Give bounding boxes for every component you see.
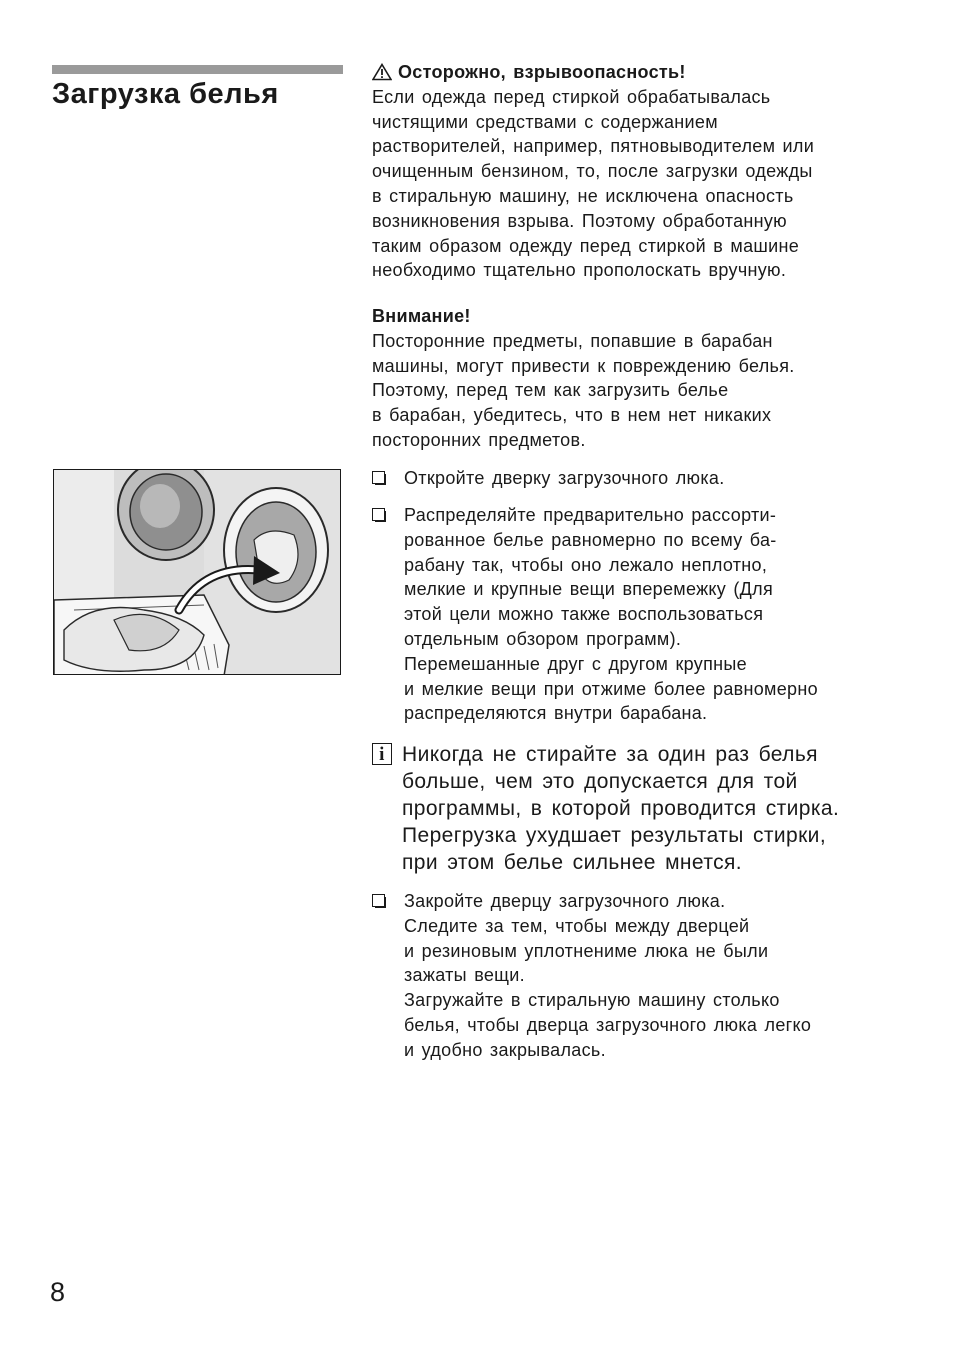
loading-laundry-illustration (53, 469, 341, 675)
title-bar (52, 65, 343, 74)
warning-line: растворителей, например, пятновыводителем или (372, 136, 815, 157)
step-line: Загружайте в стиральную машину столько (404, 990, 780, 1011)
info-line: программы, в которой проводится стирка. (402, 797, 840, 820)
warning-line: возникновения взрыва. Поэтому обработанную (372, 210, 787, 231)
attention-heading: Внимание! (372, 306, 471, 326)
page-number: 8 (50, 1277, 66, 1307)
attention-line: Поэтому, перед тем как загрузить белье (372, 380, 729, 401)
warning-line: Если одежда перед стиркой обрабатывалась (372, 86, 771, 107)
info-line: больше, чем это допускается для той (402, 770, 798, 793)
attention-line: машины, могут привести к повреждению белья. (372, 355, 795, 376)
warning-heading (372, 60, 892, 85)
attention-line: Посторонние предметы, попавшие в барабан (372, 330, 773, 351)
step-line: рабану так, чтобы оно лежало неплотно, (404, 554, 768, 575)
step-line: Следите за тем, чтобы между дверцей (404, 915, 750, 936)
checkbox-bullet-icon (372, 894, 386, 908)
warning-line: очищенным бензином, то, после загрузки одежды (372, 161, 813, 182)
step-line: и резиновым уплотнениме люка не были (404, 940, 769, 961)
washing-machine-illustration-icon (54, 470, 341, 675)
info-note (372, 741, 902, 876)
page-title: Загрузка белья (52, 78, 279, 110)
attention-line: посторонних предметов. (372, 429, 586, 450)
step-line: Откройте дверку загрузочного люка. (404, 468, 725, 488)
step-line: отдельным обзором программ). (404, 628, 682, 649)
attention-line: в барабан, убедитесь, что в нем нет никаких (372, 405, 772, 426)
step-line: зажаты вещи. (404, 965, 525, 986)
step-line: распределяются внутри барабана. (404, 703, 708, 724)
info-icon: i (372, 743, 392, 765)
attention-section (372, 304, 892, 453)
checkbox-bullet-icon (372, 508, 386, 522)
step-line: Распределяйте предварительно рассорти- (404, 505, 777, 525)
warning-heading-text: Осторожно, взрывоопасность! (398, 62, 686, 82)
warning-line: чистящими средствами с содержанием (372, 111, 718, 132)
step-line: мелкие и крупные вещи вперемежку (Для (404, 579, 774, 600)
checkbox-bullet-icon (372, 471, 386, 485)
info-line: Перегрузка ухудшает результаты стирки, (402, 824, 827, 847)
info-line: при этом белье сильнее мнется. (402, 851, 743, 874)
step-line: белья, чтобы дверца загрузочного люка легко (404, 1014, 812, 1035)
warning-line: таким образом одежду перед стиркой в машине (372, 235, 800, 256)
step-line: и мелкие вещи при отжиме более равномерно (404, 678, 818, 699)
warning-line: необходимо тщательно прополоскать вручную. (372, 260, 787, 281)
warning-line: в стиральную машину, не исключена опасность (372, 185, 794, 206)
step-line: Закройте дверцу загрузочного люка. (404, 891, 726, 911)
warning-triangle-icon (372, 63, 392, 81)
step-line: и удобно закрывалась. (404, 1039, 606, 1060)
step-open-door (372, 466, 902, 491)
step-close-door (372, 889, 902, 1063)
info-line: Никогда не стирайте за один раз белья (402, 743, 818, 766)
step-distribute-laundry (372, 503, 902, 726)
step-line: рованное белье равномерно по всему ба- (404, 529, 777, 550)
warning-section (372, 60, 892, 283)
step-line: этой цели можно также воспользоваться (404, 604, 764, 625)
step-line: Перемешанные друг с другом крупные (404, 653, 747, 674)
